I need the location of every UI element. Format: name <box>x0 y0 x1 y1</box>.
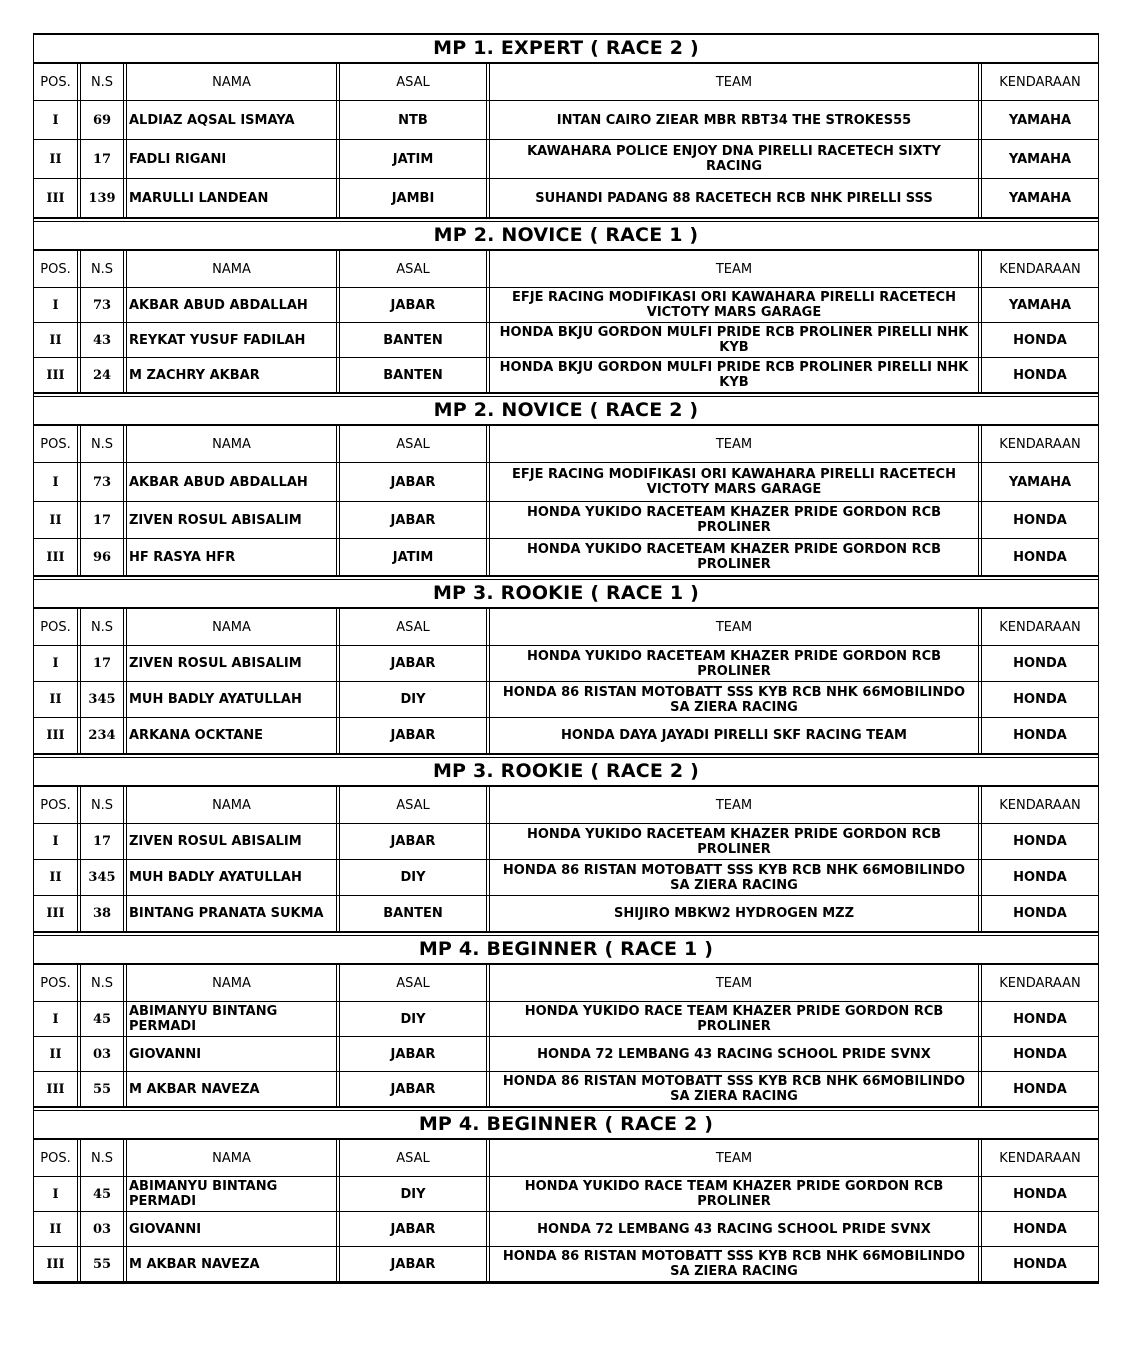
column-header-pos: POS. <box>34 787 81 823</box>
cell-pos: II <box>34 1037 81 1071</box>
cell-team: HONDA YUKIDO RACETEAM KHAZER PRIDE GORDON RCB PROLINER <box>490 502 982 538</box>
cell-pos: I <box>34 101 81 139</box>
cell-pos: III <box>34 718 81 753</box>
cell-kendaraan: HONDA <box>1013 1046 1067 1062</box>
cell-ns: 17 <box>81 824 127 859</box>
cell-kendaraan: HONDA <box>1013 549 1067 565</box>
cell-team: HONDA YUKIDO RACETEAM KHAZER PRIDE GORDON RCB PROLINER <box>490 539 982 575</box>
cell-kendaraan: YAMAHA <box>1008 190 1072 206</box>
column-header-nama: NAMA <box>127 609 340 645</box>
cell-team: INTAN CAIRO ZIEAR MBR RBT34 THE STROKES55 <box>490 101 982 139</box>
cell-pos: III <box>34 179 81 217</box>
cell-nama: MUH BADLY AYATULLAH <box>127 860 340 895</box>
cell-ns: 73 <box>81 463 127 501</box>
cell-asal: BANTEN <box>340 358 490 392</box>
column-header-team: TEAM <box>490 965 982 1001</box>
column-header-ns: N.S <box>81 64 127 100</box>
cell-pos: III <box>34 896 81 931</box>
cell-team: HONDA BKJU GORDON MULFI PRIDE RCB PROLINER PIRELLI NHK KYB <box>490 323 982 357</box>
cell-nama: REYKAT YUSUF FADILAH <box>127 323 340 357</box>
cell-asal: JABAR <box>340 1037 490 1071</box>
cell-kendaraan: HONDA <box>1013 1256 1067 1272</box>
cell-team: SHIJIRO MBKW2 HYDROGEN MZZ <box>490 896 982 931</box>
cell-nama: ZIVEN ROSUL ABISALIM <box>127 502 340 538</box>
cell-team: HONDA YUKIDO RACETEAM KHAZER PRIDE GORDON RCB PROLINER <box>490 646 982 681</box>
cell-team: HONDA 72 LEMBANG 43 RACING SCHOOL PRIDE SVNX <box>490 1037 982 1071</box>
table-header-row <box>34 1140 1098 1177</box>
cell-ns: 345 <box>81 682 127 717</box>
column-header-asal: ASAL <box>340 64 490 100</box>
section-title: MP 2. NOVICE ( RACE 1 ) <box>34 218 1098 251</box>
cell-kendaraan: HONDA <box>1013 512 1067 528</box>
cell-asal: NTB <box>340 101 490 139</box>
cell-ns: 03 <box>81 1212 127 1246</box>
cell-team: HONDA YUKIDO RACETEAM KHAZER PRIDE GORDON RCB PROLINER <box>490 824 982 859</box>
column-header-ns: N.S <box>81 1140 127 1176</box>
cell-pos: II <box>34 323 81 357</box>
table-row <box>34 358 1098 393</box>
cell-kendaraan: HONDA <box>1013 656 1067 671</box>
table-row <box>34 179 1098 218</box>
table-row <box>34 1072 1098 1107</box>
cell-kendaraan: YAMAHA <box>1008 112 1072 128</box>
cell-asal: BANTEN <box>340 896 490 931</box>
cell-pos: III <box>34 1247 81 1281</box>
cell-team: HONDA DAYA JAYADI PIRELLI SKF RACING TEAM <box>490 718 982 753</box>
cell-ns: 03 <box>81 1037 127 1071</box>
cell-nama: ABIMANYU BINTANG PERMADI <box>127 1177 340 1211</box>
table-row <box>34 860 1098 896</box>
column-header-pos: POS. <box>34 965 81 1001</box>
column-header-kendaraan: KENDARAAN <box>999 797 1081 813</box>
table-row <box>34 682 1098 718</box>
column-header-asal: ASAL <box>340 426 490 462</box>
cell-asal: DIY <box>340 682 490 717</box>
cell-ns: 73 <box>81 288 127 322</box>
column-header-ns: N.S <box>81 251 127 287</box>
table-row <box>34 1212 1098 1247</box>
cell-nama: ZIVEN ROSUL ABISALIM <box>127 824 340 859</box>
table-row <box>34 463 1098 502</box>
cell-kendaraan: HONDA <box>1013 692 1067 707</box>
cell-ns: 17 <box>81 502 127 538</box>
cell-ns: 69 <box>81 101 127 139</box>
cell-asal: JABAR <box>340 502 490 538</box>
section-title: MP 4. BEGINNER ( RACE 2 ) <box>34 1107 1098 1140</box>
cell-kendaraan: YAMAHA <box>1008 297 1072 313</box>
cell-asal: DIY <box>340 1177 490 1211</box>
cell-asal: JATIM <box>340 539 490 575</box>
table-row <box>34 288 1098 323</box>
table-row <box>34 502 1098 539</box>
cell-kendaraan: HONDA <box>1013 1186 1067 1202</box>
cell-nama: FADLI RIGANI <box>127 140 340 178</box>
table-header-row <box>34 64 1098 101</box>
cell-nama: GIOVANNI <box>127 1212 340 1246</box>
cell-ns: 45 <box>81 1002 127 1036</box>
cell-kendaraan: HONDA <box>1013 367 1067 383</box>
cell-nama: MUH BADLY AYATULLAH <box>127 682 340 717</box>
cell-team: EFJE RACING MODIFIKASI ORI KAWAHARA PIRELLI RACETECH VICTOTY MARS GARAGE <box>490 463 982 501</box>
cell-ns: 345 <box>81 860 127 895</box>
table-row <box>34 718 1098 754</box>
cell-kendaraan: YAMAHA <box>1008 151 1072 167</box>
cell-kendaraan: YAMAHA <box>1008 474 1072 490</box>
cell-team: HONDA BKJU GORDON MULFI PRIDE RCB PROLINER PIRELLI NHK KYB <box>490 358 982 392</box>
cell-team: SUHANDI PADANG 88 RACETECH RCB NHK PIRELLI SSS <box>490 179 982 217</box>
cell-nama: MARULLI LANDEAN <box>127 179 340 217</box>
cell-team: HONDA 72 LEMBANG 43 RACING SCHOOL PRIDE SVNX <box>490 1212 982 1246</box>
column-header-pos: POS. <box>34 609 81 645</box>
column-header-ns: N.S <box>81 609 127 645</box>
cell-ns: 55 <box>81 1247 127 1281</box>
table-row <box>34 539 1098 576</box>
cell-pos: III <box>34 358 81 392</box>
cell-asal: JAMBI <box>340 179 490 217</box>
column-header-team: TEAM <box>490 426 982 462</box>
column-header-asal: ASAL <box>340 1140 490 1176</box>
results-sheet <box>33 33 1099 1284</box>
cell-asal: JABAR <box>340 718 490 753</box>
cell-team: HONDA YUKIDO RACE TEAM KHAZER PRIDE GORDON RCB PROLINER <box>490 1177 982 1211</box>
section-title: MP 2. NOVICE ( RACE 2 ) <box>34 393 1098 426</box>
cell-asal: DIY <box>340 1002 490 1036</box>
column-header-asal: ASAL <box>340 787 490 823</box>
cell-asal: BANTEN <box>340 323 490 357</box>
column-header-kendaraan: KENDARAAN <box>999 261 1081 277</box>
table-row <box>34 1037 1098 1072</box>
cell-pos: II <box>34 140 81 178</box>
cell-kendaraan: HONDA <box>1013 1011 1067 1027</box>
cell-pos: II <box>34 682 81 717</box>
cell-team: KAWAHARA POLICE ENJOY DNA PIRELLI RACETECH SIXTY RACING <box>490 140 982 178</box>
table-header-row <box>34 609 1098 646</box>
section-title: MP 4. BEGINNER ( RACE 1 ) <box>34 932 1098 965</box>
column-header-team: TEAM <box>490 251 982 287</box>
column-header-nama: NAMA <box>127 965 340 1001</box>
column-header-team: TEAM <box>490 609 982 645</box>
column-header-kendaraan: KENDARAAN <box>999 1150 1081 1166</box>
cell-team: HONDA 86 RISTAN MOTOBATT SSS KYB RCB NHK 66MOBILINDO SA ZIERA RACING <box>490 1072 982 1106</box>
cell-asal: JATIM <box>340 140 490 178</box>
table-header-row <box>34 426 1098 463</box>
cell-kendaraan: HONDA <box>1013 1221 1067 1237</box>
column-header-ns: N.S <box>81 965 127 1001</box>
cell-pos: II <box>34 860 81 895</box>
cell-team: HONDA YUKIDO RACE TEAM KHAZER PRIDE GORDON RCB PROLINER <box>490 1002 982 1036</box>
column-header-pos: POS. <box>34 1140 81 1176</box>
cell-pos: I <box>34 463 81 501</box>
column-header-team: TEAM <box>490 64 982 100</box>
cell-pos: I <box>34 288 81 322</box>
column-header-asal: ASAL <box>340 965 490 1001</box>
cell-kendaraan: HONDA <box>1013 1081 1067 1097</box>
cell-asal: DIY <box>340 860 490 895</box>
cell-nama: M AKBAR NAVEZA <box>127 1247 340 1281</box>
cell-kendaraan: HONDA <box>1013 332 1067 348</box>
cell-pos: II <box>34 502 81 538</box>
cell-team: HONDA 86 RISTAN MOTOBATT SSS KYB RCB NHK 66MOBILINDO SA ZIERA RACING <box>490 1247 982 1281</box>
column-header-pos: POS. <box>34 64 81 100</box>
cell-nama: ABIMANYU BINTANG PERMADI <box>127 1002 340 1036</box>
table-row <box>34 1177 1098 1212</box>
cell-nama: AKBAR ABUD ABDALLAH <box>127 463 340 501</box>
cell-ns: 38 <box>81 896 127 931</box>
column-header-team: TEAM <box>490 1140 982 1176</box>
cell-asal: JABAR <box>340 463 490 501</box>
cell-ns: 24 <box>81 358 127 392</box>
column-header-pos: POS. <box>34 251 81 287</box>
column-header-ns: N.S <box>81 426 127 462</box>
cell-nama: ARKANA OCKTANE <box>127 718 340 753</box>
column-header-nama: NAMA <box>127 64 340 100</box>
cell-asal: JABAR <box>340 1072 490 1106</box>
cell-ns: 17 <box>81 140 127 178</box>
cell-pos: III <box>34 1072 81 1106</box>
column-header-team: TEAM <box>490 787 982 823</box>
cell-team: EFJE RACING MODIFIKASI ORI KAWAHARA PIRELLI RACETECH VICTOTY MARS GARAGE <box>490 288 982 322</box>
cell-pos: II <box>34 1212 81 1246</box>
table-row <box>34 101 1098 140</box>
cell-nama: AKBAR ABUD ABDALLAH <box>127 288 340 322</box>
cell-ns: 96 <box>81 539 127 575</box>
section-title: MP 3. ROOKIE ( RACE 1 ) <box>34 576 1098 609</box>
cell-asal: JABAR <box>340 824 490 859</box>
cell-ns: 234 <box>81 718 127 753</box>
cell-team: HONDA 86 RISTAN MOTOBATT SSS KYB RCB NHK 66MOBILINDO SA ZIERA RACING <box>490 682 982 717</box>
cell-asal: JABAR <box>340 1212 490 1246</box>
cell-ns: 55 <box>81 1072 127 1106</box>
cell-nama: M ZACHRY AKBAR <box>127 358 340 392</box>
table-row <box>34 824 1098 860</box>
cell-pos: I <box>34 1002 81 1036</box>
cell-kendaraan: HONDA <box>1013 834 1067 849</box>
column-header-pos: POS. <box>34 426 81 462</box>
cell-ns: 43 <box>81 323 127 357</box>
table-row <box>34 896 1098 932</box>
column-header-kendaraan: KENDARAAN <box>999 436 1081 452</box>
table-row <box>34 1247 1098 1282</box>
column-header-nama: NAMA <box>127 787 340 823</box>
table-row <box>34 1002 1098 1037</box>
cell-pos: III <box>34 539 81 575</box>
table-header-row <box>34 787 1098 824</box>
cell-team: HONDA 86 RISTAN MOTOBATT SSS KYB RCB NHK 66MOBILINDO SA ZIERA RACING <box>490 860 982 895</box>
cell-kendaraan: HONDA <box>1013 870 1067 885</box>
cell-ns: 17 <box>81 646 127 681</box>
cell-ns: 45 <box>81 1177 127 1211</box>
cell-nama: HF RASYA HFR <box>127 539 340 575</box>
cell-nama: ALDIAZ AQSAL ISMAYA <box>127 101 340 139</box>
section-title: MP 1. EXPERT ( RACE 2 ) <box>34 35 1098 64</box>
column-header-kendaraan: KENDARAAN <box>999 619 1081 635</box>
column-header-asal: ASAL <box>340 251 490 287</box>
cell-asal: JABAR <box>340 288 490 322</box>
column-header-ns: N.S <box>81 787 127 823</box>
cell-nama: ZIVEN ROSUL ABISALIM <box>127 646 340 681</box>
cell-pos: I <box>34 646 81 681</box>
table-row <box>34 323 1098 358</box>
cell-nama: GIOVANNI <box>127 1037 340 1071</box>
cell-asal: JABAR <box>340 646 490 681</box>
cell-asal: JABAR <box>340 1247 490 1281</box>
cell-nama: BINTANG PRANATA SUKMA <box>127 896 340 931</box>
column-header-nama: NAMA <box>127 426 340 462</box>
cell-kendaraan: HONDA <box>1013 906 1067 921</box>
table-row <box>34 646 1098 682</box>
column-header-nama: NAMA <box>127 1140 340 1176</box>
section-title: MP 3. ROOKIE ( RACE 2 ) <box>34 754 1098 787</box>
column-header-kendaraan: KENDARAAN <box>999 74 1081 90</box>
column-header-kendaraan: KENDARAAN <box>999 975 1081 991</box>
table-header-row <box>34 251 1098 288</box>
cell-pos: I <box>34 824 81 859</box>
table-row <box>34 140 1098 179</box>
table-header-row <box>34 965 1098 1002</box>
cell-kendaraan: HONDA <box>1013 728 1067 743</box>
column-header-asal: ASAL <box>340 609 490 645</box>
cell-pos: I <box>34 1177 81 1211</box>
cell-nama: M AKBAR NAVEZA <box>127 1072 340 1106</box>
cell-ns: 139 <box>81 179 127 217</box>
column-header-nama: NAMA <box>127 251 340 287</box>
